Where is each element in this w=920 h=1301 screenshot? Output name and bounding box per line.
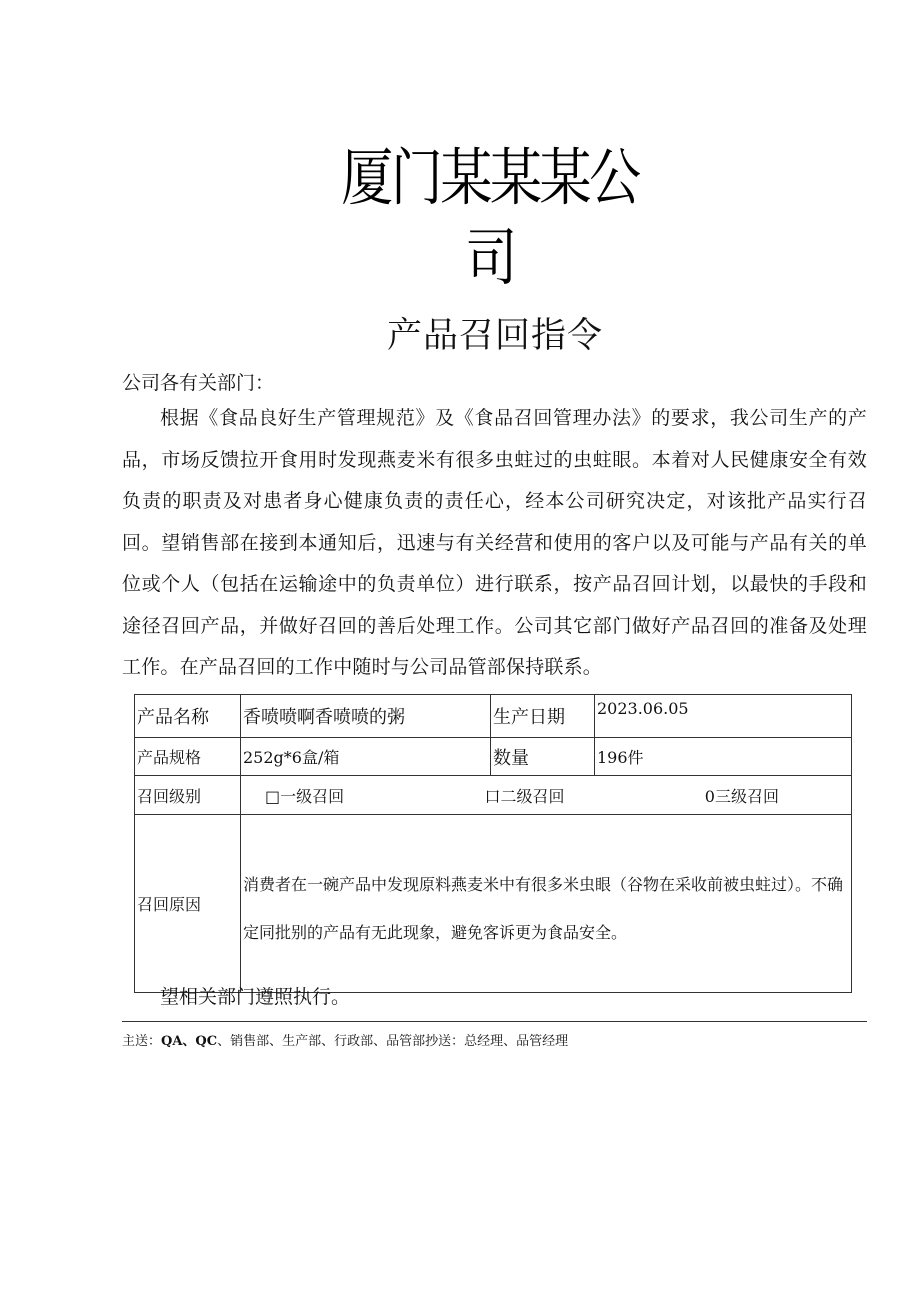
- production-date-label: 生产日期: [491, 695, 595, 738]
- quantity-label: 数量: [491, 738, 595, 776]
- footer-prefix: 主送：: [122, 1034, 162, 1049]
- distribution-footer: [122, 1032, 568, 1052]
- quantity-value: 196件: [595, 738, 852, 776]
- closing-line: 望相关部门遵照执行。: [160, 986, 351, 1008]
- table-row: [135, 738, 852, 776]
- level-three-checkbox[interactable]: 0三级召回: [704, 786, 779, 806]
- recall-reason-label: 召回原因: [135, 815, 241, 993]
- level-two-checkbox[interactable]: 口二级召回: [484, 786, 565, 806]
- product-name-label: 产品名称: [135, 695, 241, 738]
- product-name-value: 香喷喷啊香喷喷的粥: [241, 695, 491, 738]
- table-row: [135, 776, 852, 815]
- footer-divider: [122, 1021, 867, 1022]
- recall-level-options: [241, 776, 852, 815]
- footer-recipients-bold: QA、QC: [161, 1034, 218, 1049]
- footer-recipients-rest: 、销售部、生产部、行政部、品管部抄送：总经理、品管经理: [217, 1034, 569, 1049]
- table-row: [135, 695, 852, 738]
- body-paragraph: 根据《食品良好生产管理规范》及《食品召回管理办法》的要求，我公司生产的产品，市场反馈拉开食用时发现燕麦米有很多虫蛀过的虫蛀眼。本着对人民健康安全有效负责的职责及对患者身心健康负责的责任心，经本公司研究决定，对该批产品实行召回。望销售部在接到本通知后，迅速与有关经营和使用的客户以及可能与产品有关的单位或个人（包括在运输途中的负责单位）进行联系，按产品召回计划，以最快的手段和途径召回产品，并做好召回的善后处理工作。公司其它部门做好产品召回的准备及处理工作。在产品召回的工作中随时与公司品管部保持联系。: [122, 407, 867, 678]
- level-one-checkbox[interactable]: □一级召回: [265, 786, 345, 806]
- table-row: [135, 815, 852, 993]
- recall-info-table: [134, 694, 852, 993]
- company-name: 厦门某某某公司: [341, 141, 639, 294]
- production-date-value: 2023.06.05: [595, 695, 852, 738]
- recall-level-label: 召回级别: [135, 776, 241, 815]
- spec-value: 252g*6盒/箱: [241, 738, 491, 776]
- document-title: 产品召回指令: [386, 316, 603, 356]
- salutation: 公司各有关部门：: [122, 372, 275, 394]
- recall-reason-value: 消费者在一碗产品中发现原料燕麦米中有很多米虫眼（谷物在采收前被虫蛀过）。不确定同批别的产品有无此现象，避免客诉更为食品安全。: [241, 815, 852, 993]
- spec-label: 产品规格: [135, 738, 241, 776]
